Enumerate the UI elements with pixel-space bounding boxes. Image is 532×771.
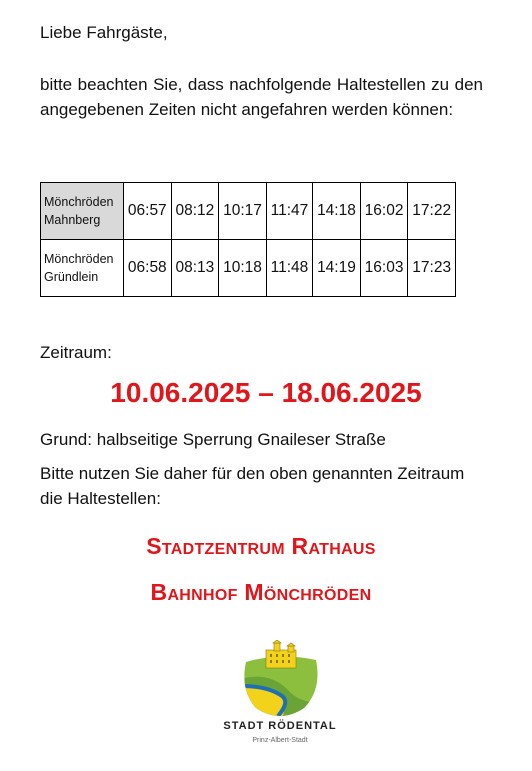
- time-cell: 08:13: [171, 240, 219, 297]
- stop-name-line2: Gründlein: [44, 270, 99, 284]
- city-logo-icon: [238, 640, 322, 720]
- time-cell: 14:18: [313, 183, 361, 240]
- time-cell: 11:47: [266, 183, 312, 240]
- stop-name-cell: [41, 183, 124, 240]
- time-cell: 10:17: [219, 183, 267, 240]
- period-label: Zeitraum:: [40, 343, 112, 362]
- stop-name-line1: Mönchröden: [44, 252, 114, 266]
- time-cell: 06:58: [124, 240, 172, 297]
- table-row: [41, 240, 456, 297]
- time-cell: 16:02: [360, 183, 408, 240]
- time-cell: 16:03: [360, 240, 408, 297]
- time-cell: 10:18: [219, 240, 267, 297]
- period-dates: 10.06.2025 – 18.06.2025: [110, 377, 422, 408]
- intro-paragraph: bitte beachten Sie, dass nachfolgende Haltestellen zu den angegebenen Zeiten nicht angefahren werden können:: [40, 75, 483, 119]
- table-row: [41, 183, 456, 240]
- time-cell: 11:48: [266, 240, 312, 297]
- stop-name-line2: Mahnberg: [44, 213, 101, 227]
- time-cell: 17:23: [408, 240, 456, 297]
- reason-text: Grund: halbseitige Sperrung Gnaileser Straße: [40, 430, 386, 449]
- alternative-stop-2: Bahnhof Mönchröden: [150, 579, 372, 605]
- timetable: [40, 182, 456, 297]
- time-cell: 08:12: [171, 183, 219, 240]
- alternative-stop-1: Stadtzentrum Rathaus: [146, 533, 376, 559]
- brand-tagline: Prinz-Albert-Stadt: [252, 737, 308, 744]
- time-cell: 17:22: [408, 183, 456, 240]
- brand-name: STADT RÖDENTAL: [223, 720, 337, 732]
- greeting: Liebe Fahrgäste,: [40, 23, 168, 42]
- time-cell: 14:19: [313, 240, 361, 297]
- time-cell: 06:57: [124, 183, 172, 240]
- stop-name-line1: Mönchröden: [44, 195, 114, 209]
- alternative-stops-intro: Bitte nutzen Sie daher für den oben genannten Zeitraum die Haltestellen:: [40, 464, 465, 508]
- stop-name-cell: [41, 240, 124, 297]
